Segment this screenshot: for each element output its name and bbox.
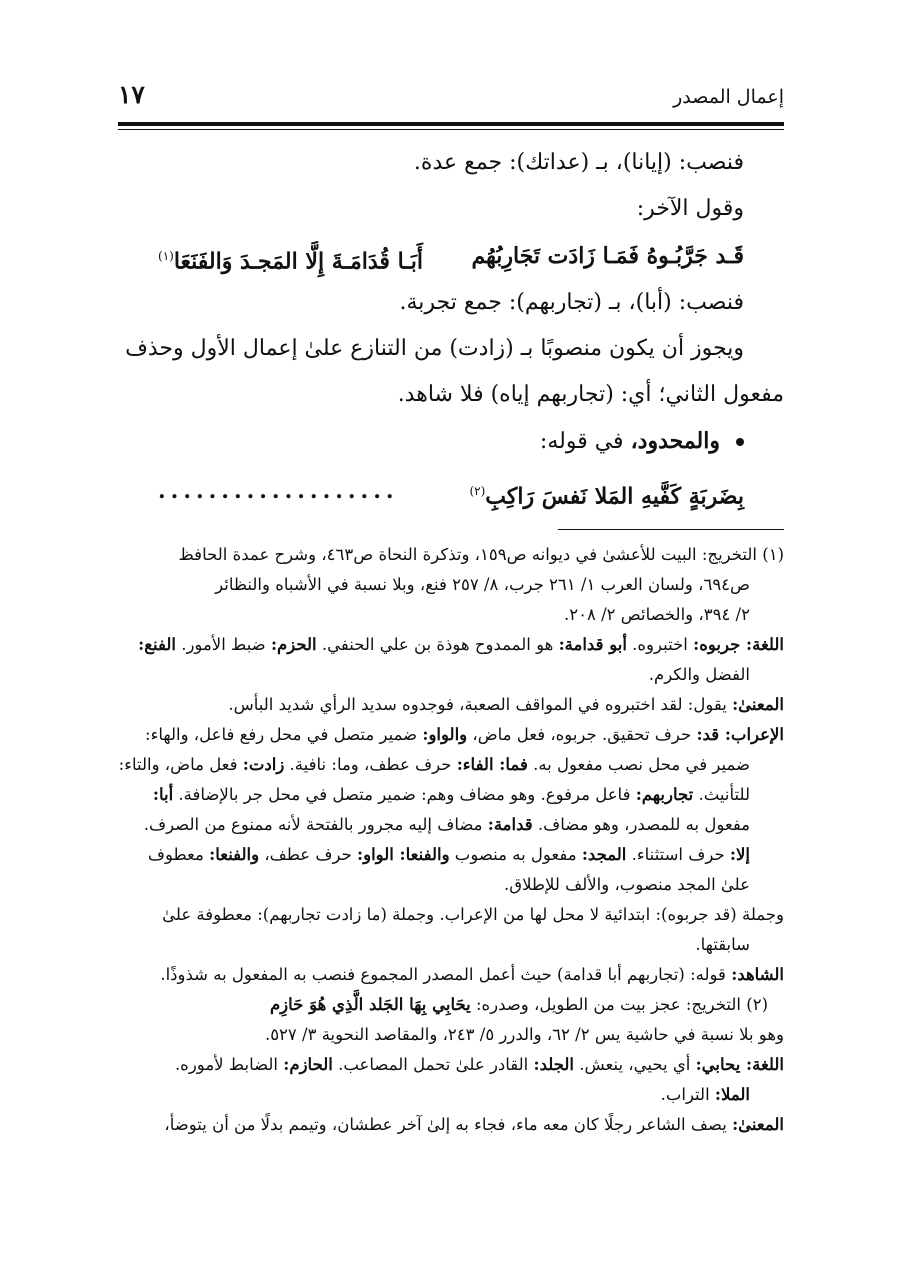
footnote-line [118, 690, 784, 720]
text-run: يقول: لقد اختبروه في المواقف الصعبة، فوجدوه سديد الرأي شديد البأس. [228, 695, 733, 714]
text-run: هو الممدوح هوذة بن علي الحنفي. [316, 635, 559, 654]
bold-term: اللغة: جربوه: [693, 635, 784, 654]
text-run: ضمير في محل نصب مفعول به. [527, 755, 750, 774]
footnote-line: ص٦٩٤، ولسان العرب ١/ ٢٦١ جرب، ٨/ ٢٥٧ فنع، وبلا نسبة في الأشباه والنظائر [215, 575, 750, 594]
bullet-icon [736, 438, 744, 446]
text-line: وقول الآخر: [636, 196, 744, 221]
text-run: مفعول به منصوب [449, 845, 582, 864]
footnote-separator [558, 529, 784, 530]
bold-term: الإعراب: قد: [696, 725, 784, 744]
verse-2-second-text: بِضَربَةٍ كَفَّيهِ المَلا نَفسَ رَاكِبِ [485, 483, 744, 510]
bold-term: الحزم: [270, 635, 317, 654]
verse-2-omitted-dots: ................... [158, 478, 399, 504]
footnote-line [118, 780, 784, 810]
page-header [118, 80, 784, 120]
text-run: للتأنيث. [693, 785, 750, 804]
verse-1-second-text: أَبَـا قُدَامَـةَ إِلَّا المَجـدَ وَالفَنَعَا [173, 248, 423, 275]
footnote-line: علىٰ المجد منصوب، والألف للإطلاق. [504, 875, 750, 894]
bold-term: الشاهد: [731, 965, 784, 984]
text-run: أي يحيي، ينعش. [573, 1055, 696, 1074]
footnote-line: وجملة (قد جربوه): ابتدائية لا محل لها من الإعراب. وجملة (ما زادت تجاربهم): معطوفة علىٰ [162, 905, 784, 924]
bold-term: اللغة: يحابي: [695, 1055, 784, 1074]
footnote-marker-2: (٢) [469, 484, 486, 498]
bold-term: أبا: [152, 785, 174, 804]
footnote-line: ٢/ ٣٩٤، والخصائص ٢/ ٢٠٨. [563, 605, 750, 624]
bold-term: أبو قدامة: [558, 635, 627, 654]
text-run: اختبروه. [626, 635, 694, 654]
text-line: ويجوز أن يكون منصوبًا بـ (زادت) من التنازع علىٰ إعمال الأول وحذف [125, 336, 744, 361]
bold-term: المعنىٰ: [732, 1115, 784, 1134]
footnote-line [118, 810, 784, 840]
text-run: ضمير متصل في محل رفع فاعل، والهاء: [145, 725, 423, 744]
bold-term: الحازم: [283, 1055, 333, 1074]
footnote-line [118, 750, 784, 780]
text-run: قوله: (تجاربهم أبا قدامة) حيث أعمل المصدر المجموع فنصب به المفعول به شذوذًا. [160, 965, 732, 984]
header-rule-thick [118, 122, 784, 126]
verse-1-second-hemistich [158, 232, 423, 285]
bullet-text: في قوله: [539, 429, 631, 454]
text-line: فنصب: (إيانا)، بـ (عداتك): جمع عدة. [413, 150, 744, 175]
text-run: مضاف إليه مجرور بالفتحة لأنه ممنوع من الصرف. [143, 815, 488, 834]
bold-term: والفنعا: [209, 845, 260, 864]
footnote-line: (١) التخريج: البيت للأعشىٰ في ديوانه ص١٥٩، وتذكرة النحاة ص٤٦٣، وشرح عمدة الحافظ [178, 545, 784, 564]
bold-term: الفنع: [138, 635, 176, 654]
bold-term: فما: الفاء: [456, 755, 528, 774]
text-run: فاعل مرفوع. وهو مضاف وهم: ضمير متصل في محل جر بالإضافة. [173, 785, 636, 804]
footnote-line: وهو بلا نسبة في حاشية يس ٢/ ٦٢، والدرر ٥/ ٢٤٣، والمقاصد النحوية ٣/ ٥٢٧. [264, 1025, 784, 1044]
footnote-line [118, 720, 784, 750]
text-run: فعل ماض، والتاء: [118, 755, 243, 774]
footnote-line: سابقتها. [695, 935, 750, 954]
text-run: القادر علىٰ تحمل المصاعب. [332, 1055, 534, 1074]
verse-1-first-hemistich: قَـد جَرَّبُـوهُ فَمَـا زَادَت تَجَارِبُهُم [471, 243, 744, 269]
header-rule-thin [118, 129, 784, 130]
footnote-line: الفضل والكرم. [648, 665, 750, 684]
text-run: يصف الشاعر رجلًا كان معه ماء، فجاء به إلىٰ آخر عطشان، وتيمم بدلًا من أن يتوضأ، [164, 1115, 733, 1134]
text-run: ضبط الأمور. [175, 635, 271, 654]
text-line: فنصب: (أبا)، بـ (تجاربهم): جمع تجربة. [399, 290, 744, 315]
bold-term: إلا: [729, 845, 750, 864]
footnote-marker-1: (١) [158, 249, 174, 263]
main-text [118, 140, 784, 523]
bold-term: المعنىٰ: [732, 695, 784, 714]
bold-term: يحَابِي بِهَا الجَلد الَّذِي هُوَ حَازِم [269, 995, 471, 1014]
bold-term: المجد: [581, 845, 627, 864]
footnote-line [118, 1050, 784, 1080]
footnote-line [118, 1080, 784, 1110]
bold-term: الجلد: [533, 1055, 574, 1074]
text-run: معطوف [147, 845, 210, 864]
footnote-line [118, 960, 784, 990]
bullet-line [118, 418, 784, 465]
text-line: مفعول الثاني؛ أي: (تجاربهم إياه) فلا شاهد. [397, 382, 784, 407]
text-run: حرف استثناء. [626, 845, 730, 864]
bold-term: والفنعا: الواو: [357, 845, 450, 864]
text-run: حرف عطف، وما: نافية. [284, 755, 457, 774]
footnotes [118, 540, 784, 1140]
text-run: حرف عطف، [259, 845, 358, 864]
text-run: الضابط لأموره. [174, 1055, 284, 1074]
text-run: التراب. [660, 1085, 715, 1104]
footnote-line [118, 990, 784, 1020]
bold-term: الملا: [714, 1085, 750, 1104]
verse-2 [118, 467, 784, 523]
bold-term: تجاربهم: [635, 785, 694, 804]
footnote-line [118, 630, 784, 660]
footnote-line [118, 840, 784, 870]
bold-term: والمحدود، [630, 428, 720, 454]
verse-2-second-hemistich [469, 467, 744, 520]
bold-term: قدامة: [487, 815, 533, 834]
text-run: حرف تحقيق. جربوه، فعل ماض، [467, 725, 697, 744]
text-run: (٢) التخريج: عجز بيت من الطويل، وصدره: [470, 995, 768, 1014]
bold-term: والواو: [422, 725, 468, 744]
verse-1 [118, 232, 784, 280]
bold-term: زادت: [242, 755, 285, 774]
text-run: مفعول به للمصدر، وهو مضاف. [532, 815, 750, 834]
running-title: إعمال المصدر [673, 86, 784, 108]
page-number: ١٧ [118, 80, 145, 109]
footnote-line [118, 1110, 784, 1140]
